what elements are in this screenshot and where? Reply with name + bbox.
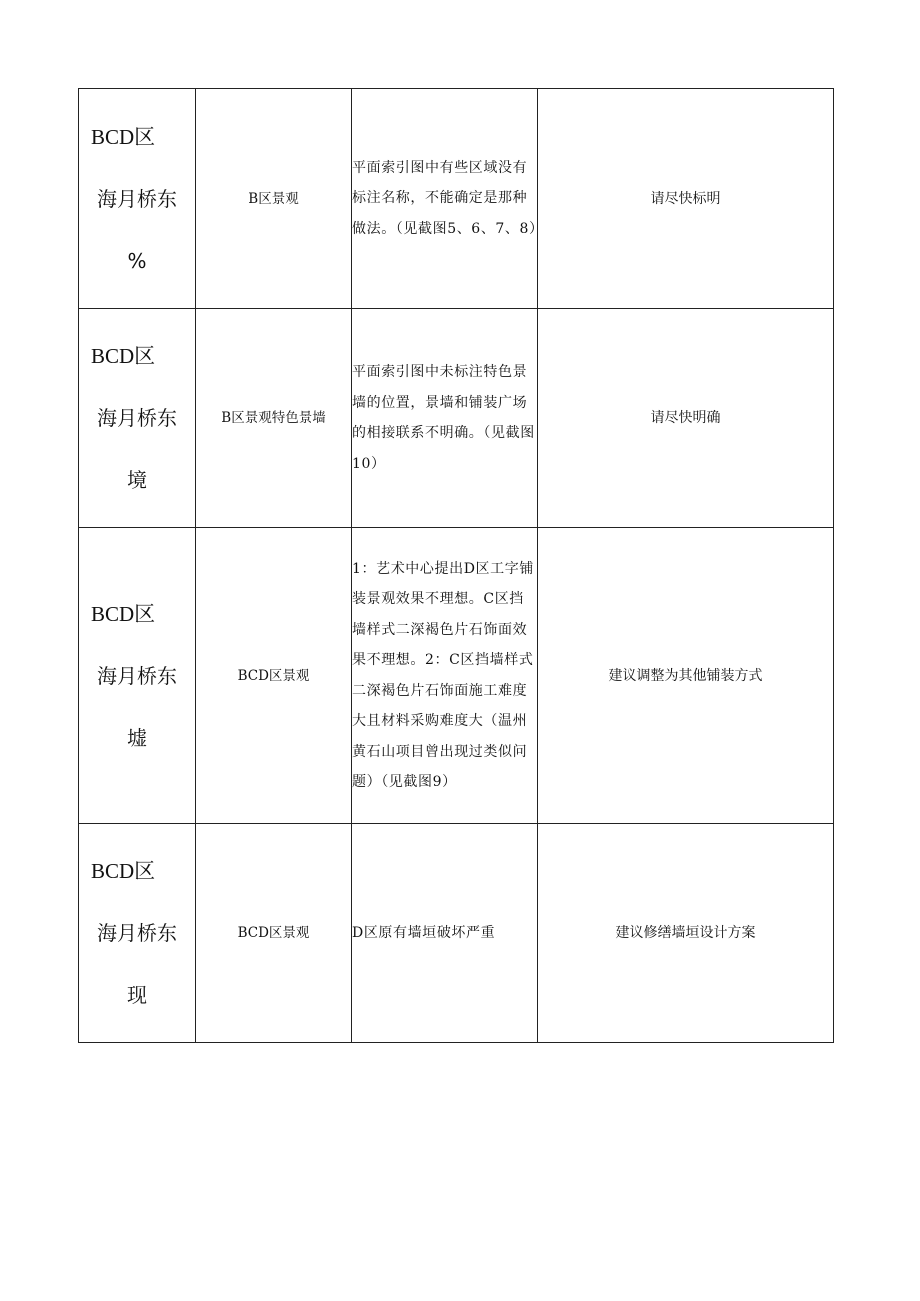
issue-cell: D区原有墙垣破坏严重 xyxy=(352,824,538,1043)
location-place: 海月桥东 xyxy=(97,406,177,430)
suggestion-cell: 建议修缮墙垣设计方案 xyxy=(538,824,834,1043)
suggestion-cell: 请尽快标明 xyxy=(538,89,834,309)
location-cell xyxy=(79,89,196,309)
location-suffix: 墟 xyxy=(127,725,147,750)
location-place: 海月桥东 xyxy=(97,663,177,688)
issue-cell: 平面索引图中有些区域没有标注名称，不能确定是那种做法。（见截图5、6、7、8） xyxy=(352,89,538,309)
suggestion-cell: 建议调整为其他铺装方式 xyxy=(538,528,834,824)
table-row xyxy=(79,824,834,1043)
table-row xyxy=(79,309,834,528)
issue-cell: 平面索引图中未标注特色景墙的位置，景墙和铺装广场的相接联系不明确。（见截图10） xyxy=(352,309,538,528)
location-cell xyxy=(79,528,196,824)
area-cell: B区景观特色景墙 xyxy=(196,309,352,528)
location-suffix: 境 xyxy=(127,468,147,492)
location-place: 海月桥东 xyxy=(97,186,177,211)
location-cell xyxy=(79,309,196,528)
table-row xyxy=(79,528,834,824)
issue-cell: 1：艺术中心提出D区工字铺装景观效果不理想。C区挡墙样式二深褐色片石饰面效果不理想。2：C区挡墙样式二深褐色片石饰面施工难度大且材料采购难度大（温州黄石山项目曾出现过类似问题）（见截图9） xyxy=(352,528,538,824)
area-cell: B区景观 xyxy=(196,89,352,309)
location-suffix: % xyxy=(127,248,147,273)
location-zone: BCD区 xyxy=(91,601,156,626)
location-zone: BCD区 xyxy=(91,124,156,149)
area-cell: BCD区景观 xyxy=(196,824,352,1043)
area-cell: BCD区景观 xyxy=(196,528,352,824)
issues-table xyxy=(78,88,834,1043)
location-zone: BCD区 xyxy=(91,344,156,368)
location-place: 海月桥东 xyxy=(97,921,177,945)
suggestion-cell: 请尽快明确 xyxy=(538,309,834,528)
table-row xyxy=(79,89,834,309)
location-cell xyxy=(79,824,196,1043)
location-suffix: 现 xyxy=(127,983,147,1007)
location-zone: BCD区 xyxy=(91,859,156,883)
